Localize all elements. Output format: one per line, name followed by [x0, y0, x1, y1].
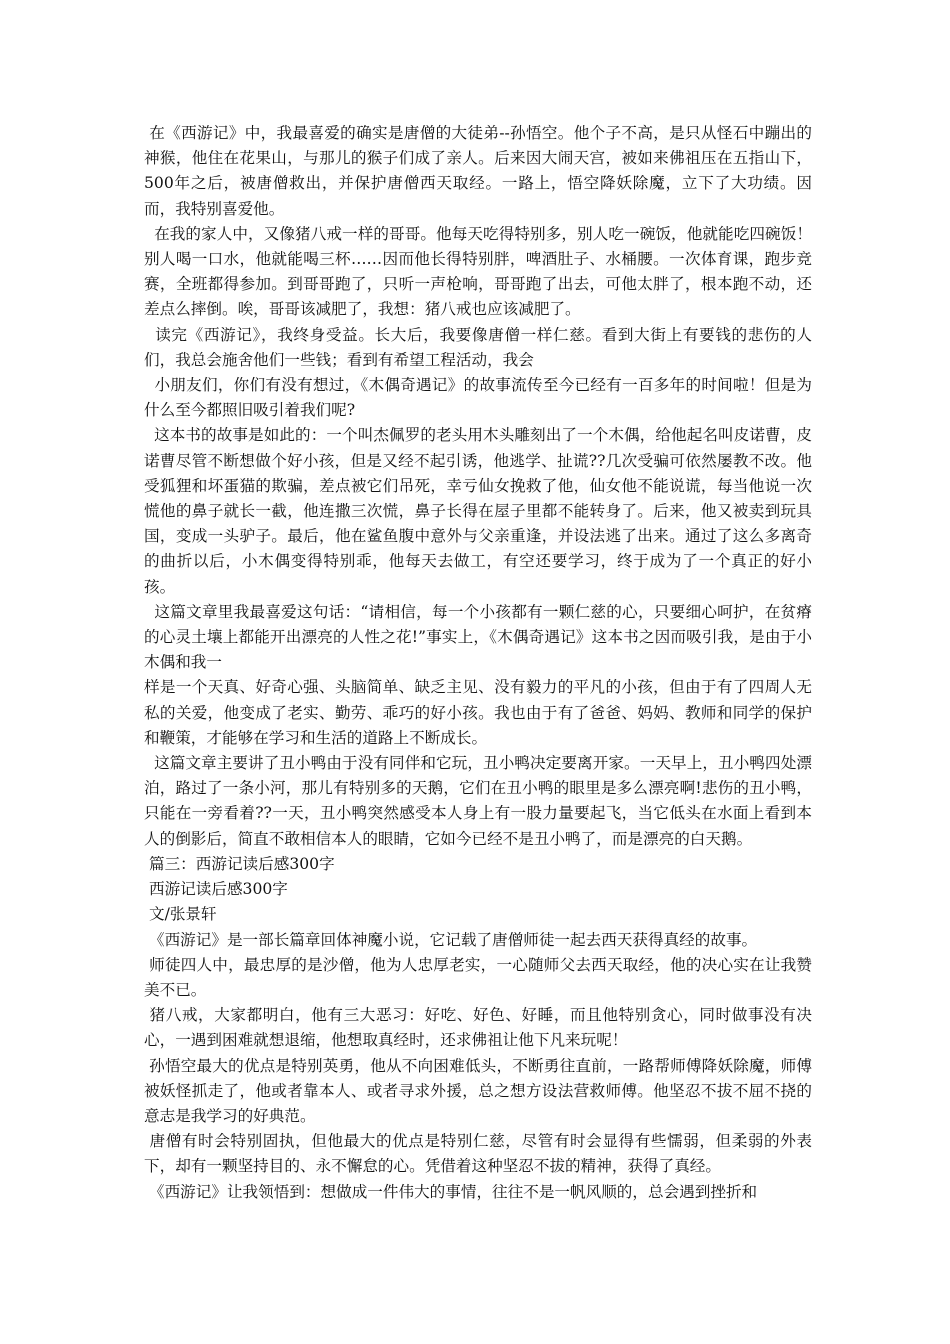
paragraph-ugly-duckling: 这篇文章主要讲了丑小鸭由于没有同伴和它玩，丑小鸭决定要离开家。一天早上，丑小鸭四处漂泊，路过了一条小河，那儿有特别多的天鹅，它们在丑小鸭的眼里是多么漂亮啊!悲伤的丑小鸭，只能在一旁看着??一天，丑小鸭突然感受本人身上有一股力量要起飞，当它低头在水面上看到本人的倒影后，简直不敢相信本人的眼睛，它如今已经不是丑小鸭了，而是漂亮的白天鹅。: [144, 754, 812, 848]
section-heading: 篇三：西游记读后感300字: [144, 854, 335, 873]
paragraph-sun-wukong: 孙悟空最大的优点是特别英勇，他从不向困难低头，不断勇往直前，一路帮师傅降妖除魔，师傅被妖怪抓走了，他或者靠本人、或者寻求外援，总之想方设法营救师傅。他坚忍不拔不屈不挠的意志是我学习的好典范。: [144, 1056, 812, 1125]
paragraph-shaseng: 师徒四人中，最忠厚的是沙僧，他为人忠厚老实，一心随师父去西天取经，他的决心实在让我赞美不已。: [144, 955, 812, 999]
paragraph-pinocchio-story: 这本书的故事是如此的：一个叫杰佩罗的老头用木头雕刻出了一个木偶，给他起名叫皮诺曹，皮诺曹尽管不断想做个好小孩，但是又经不起引诱，他逃学、扯谎??几次受骗可依然屡教不改。他受狐狸和坏蛋猫的欺骗，差点被它们吊死，幸亏仙女挽救了他，仙女他不能说谎，每当他说一次慌他的鼻子就长一截，他连撒三次慌，鼻子长得在屋子里都不能转身了。后来，他又被卖到玩具国，变成一头驴子。最后，他在鲨鱼腹中意外与父亲重逢，并设法逃了出来。通过了这么多离奇的曲折以后，小木偶变得特别乖，他每天去做工，有空还要学习，终于成为了一个真正的好小孩。: [144, 426, 812, 596]
essay-title: 西游记读后感300字: [144, 880, 288, 899]
paragraph-pinocchio-intro: 小朋友们，你们有没有想过，《木偶奇遇记》的故事流传至今已经有一百多年的时间啦！但是为什么至今都照旧吸引着我们呢?: [144, 376, 813, 420]
paragraph-pinocchio-growth: 样是一个天真、好奇心强、头脑简单、缺乏主见、没有毅力的平凡的小孩，但由于有了四周人无私的关爱，他变成了老实、勤劳、乖巧的好小孩。我也由于有了爸爸、妈妈、教师和同学的保护和鞭策，才能够在学习和生活的道路上不断成长。: [144, 678, 812, 747]
paragraph-pinocchio-quote: 这篇文章里我最喜爱这句话：“请相信，每一个小孩都有一颗仁慈的心，只要细心呵护，在贫瘠的心灵土壤上都能开出漂亮的人性之花!”事实上，《木偶奇遇记》这本书之因而吸引我，是由于小木偶和我一: [144, 602, 812, 672]
document-body: [144, 121, 812, 1205]
paragraph-lesson: 《西游记》让我领悟到：想做成一件伟大的事情，往往不是一帆风顺的，总会遇到挫折和: [144, 1182, 758, 1201]
paragraph-benefit: 读完《西游记》，我终身受益。长大后，我要像唐僧一样仁慈。看到大街上有要钱的悲伤的人们，我总会施舍他们一些钱；看到有希望工程活动，我会: [144, 325, 812, 369]
essay-author: 文/张景轩: [144, 905, 217, 924]
paragraph-tang-monk: 唐僧有时会特别固执，但他最大的优点是特别仁慈，尽管有时会显得有些懦弱，但柔弱的外表下，却有一颗坚持目的、永不懈怠的心。凭借着这种坚忍不拔的精神，获得了真经。: [144, 1132, 812, 1176]
paragraph-brother: 在我的家人中，又像猪八戒一样的哥哥。他每天吃得特别多，别人吃一碗饭，他就能吃四碗饭！别人喝一口水，他就能喝三杯……因而他长得特别胖，啤酒肚子、水桶腰。一次体育课，跑步竞赛，全班都得参加。到哥哥跑了，只听一声枪响，哥哥跑了出去，可他太胖了，根本跑不动，还差点么摔倒。唉，哥哥该减肥了，我想：猪八戒也应该减肥了。: [144, 224, 812, 319]
paragraph-bajie: 猪八戒，大家都明白，他有三大恶习：好吃、好色、好睡，而且他特别贪心，同时做事没有决心，一遇到困难就想退缩，他想取真经时，还求佛祖让他下凡来玩呢！: [144, 1006, 812, 1050]
paragraph-wukong: 在《西游记》中，我最喜爱的确实是唐僧的大徒弟--孙悟空。他个子不高，是只从怪石中蹦出的神猴，他住在花果山，与那儿的猴子们成了亲人。后来因大闹天宫，被如来佛祖压在五指山下，500年之后，被唐僧救出，并保护唐僧西天取经。一路上，悟空降妖除魔，立下了大功绩。因而，我特别喜爱他。: [144, 124, 812, 218]
paragraph-journey-intro: 《西游记》是一部长篇章回体神魔小说，它记载了唐僧师徒一起去西天获得真经的故事。: [144, 930, 758, 949]
